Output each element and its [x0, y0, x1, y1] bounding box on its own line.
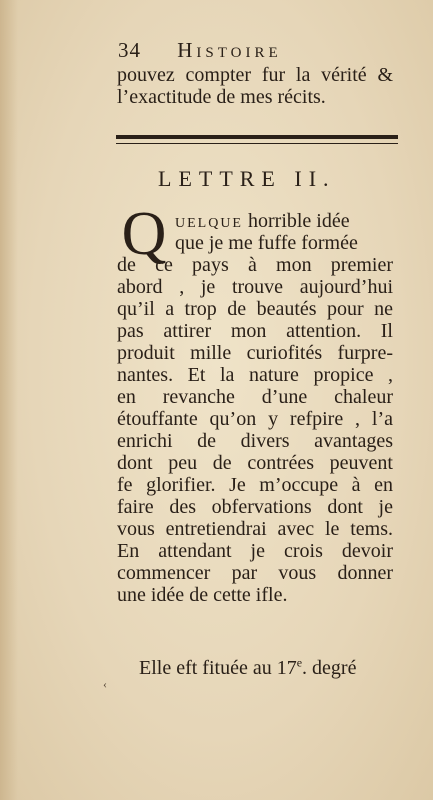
running-title: Histoire [177, 38, 282, 62]
drop-cap: Q [121, 200, 167, 268]
superscript: e [296, 655, 303, 670]
text-line: vous entretiendrai avec le tems. [117, 518, 393, 540]
text-fragment: Elle eft fituée au 17 [139, 657, 297, 679]
margin-mark: ‹ [103, 677, 107, 691]
text-line: que je me fuffe formée [175, 232, 358, 254]
text-line [117, 210, 393, 232]
section-rule-thick [116, 135, 398, 139]
text-line [117, 657, 393, 679]
text-line: dont peu de contrées peuvent [117, 452, 393, 474]
next-paragraph [117, 657, 393, 679]
text-fragment: . degré [302, 657, 357, 679]
text-line: de ce pays à mon premier [117, 254, 393, 276]
text-line: commencer par vous donner [117, 562, 393, 584]
text-line: qu’il a trop de beautés pour ne [117, 298, 393, 320]
text-line: en revanche d’une chaleur [117, 386, 393, 408]
text-line: une idée de cette ifle. [117, 584, 288, 606]
carry-over-text [117, 64, 393, 108]
text-line: pas attirer mon attention. Il [117, 320, 393, 342]
text-line: étouffante qu’on y refpire , l’a [117, 408, 393, 430]
running-head [118, 38, 408, 63]
page-gutter [0, 0, 18, 800]
text-line: l’exactitude de mes récits. [117, 86, 326, 108]
text-line: pouvez compter fur la vérité & [117, 64, 393, 86]
section-rule-thin [116, 143, 398, 144]
text-fragment: horrible idée [243, 210, 350, 232]
text-line: enrichi de divers avantages [117, 430, 393, 452]
text-line: abord , je trouve aujourd’hui [117, 276, 393, 298]
page-number: 34 [118, 38, 141, 62]
text-line: En attendant je crois devoir [117, 540, 393, 562]
text-line: produit mille curiofités furpre- [117, 342, 393, 364]
text-line: nantes. Et la nature propice , [117, 364, 393, 386]
letter-heading: LETTRE II. [158, 166, 336, 191]
text-line: faire des obfervations dont je [117, 496, 393, 518]
first-word: uelque [175, 210, 243, 232]
letter-body [117, 210, 393, 606]
text-line: fe glorifier. Je m’occupe à en [117, 474, 393, 496]
